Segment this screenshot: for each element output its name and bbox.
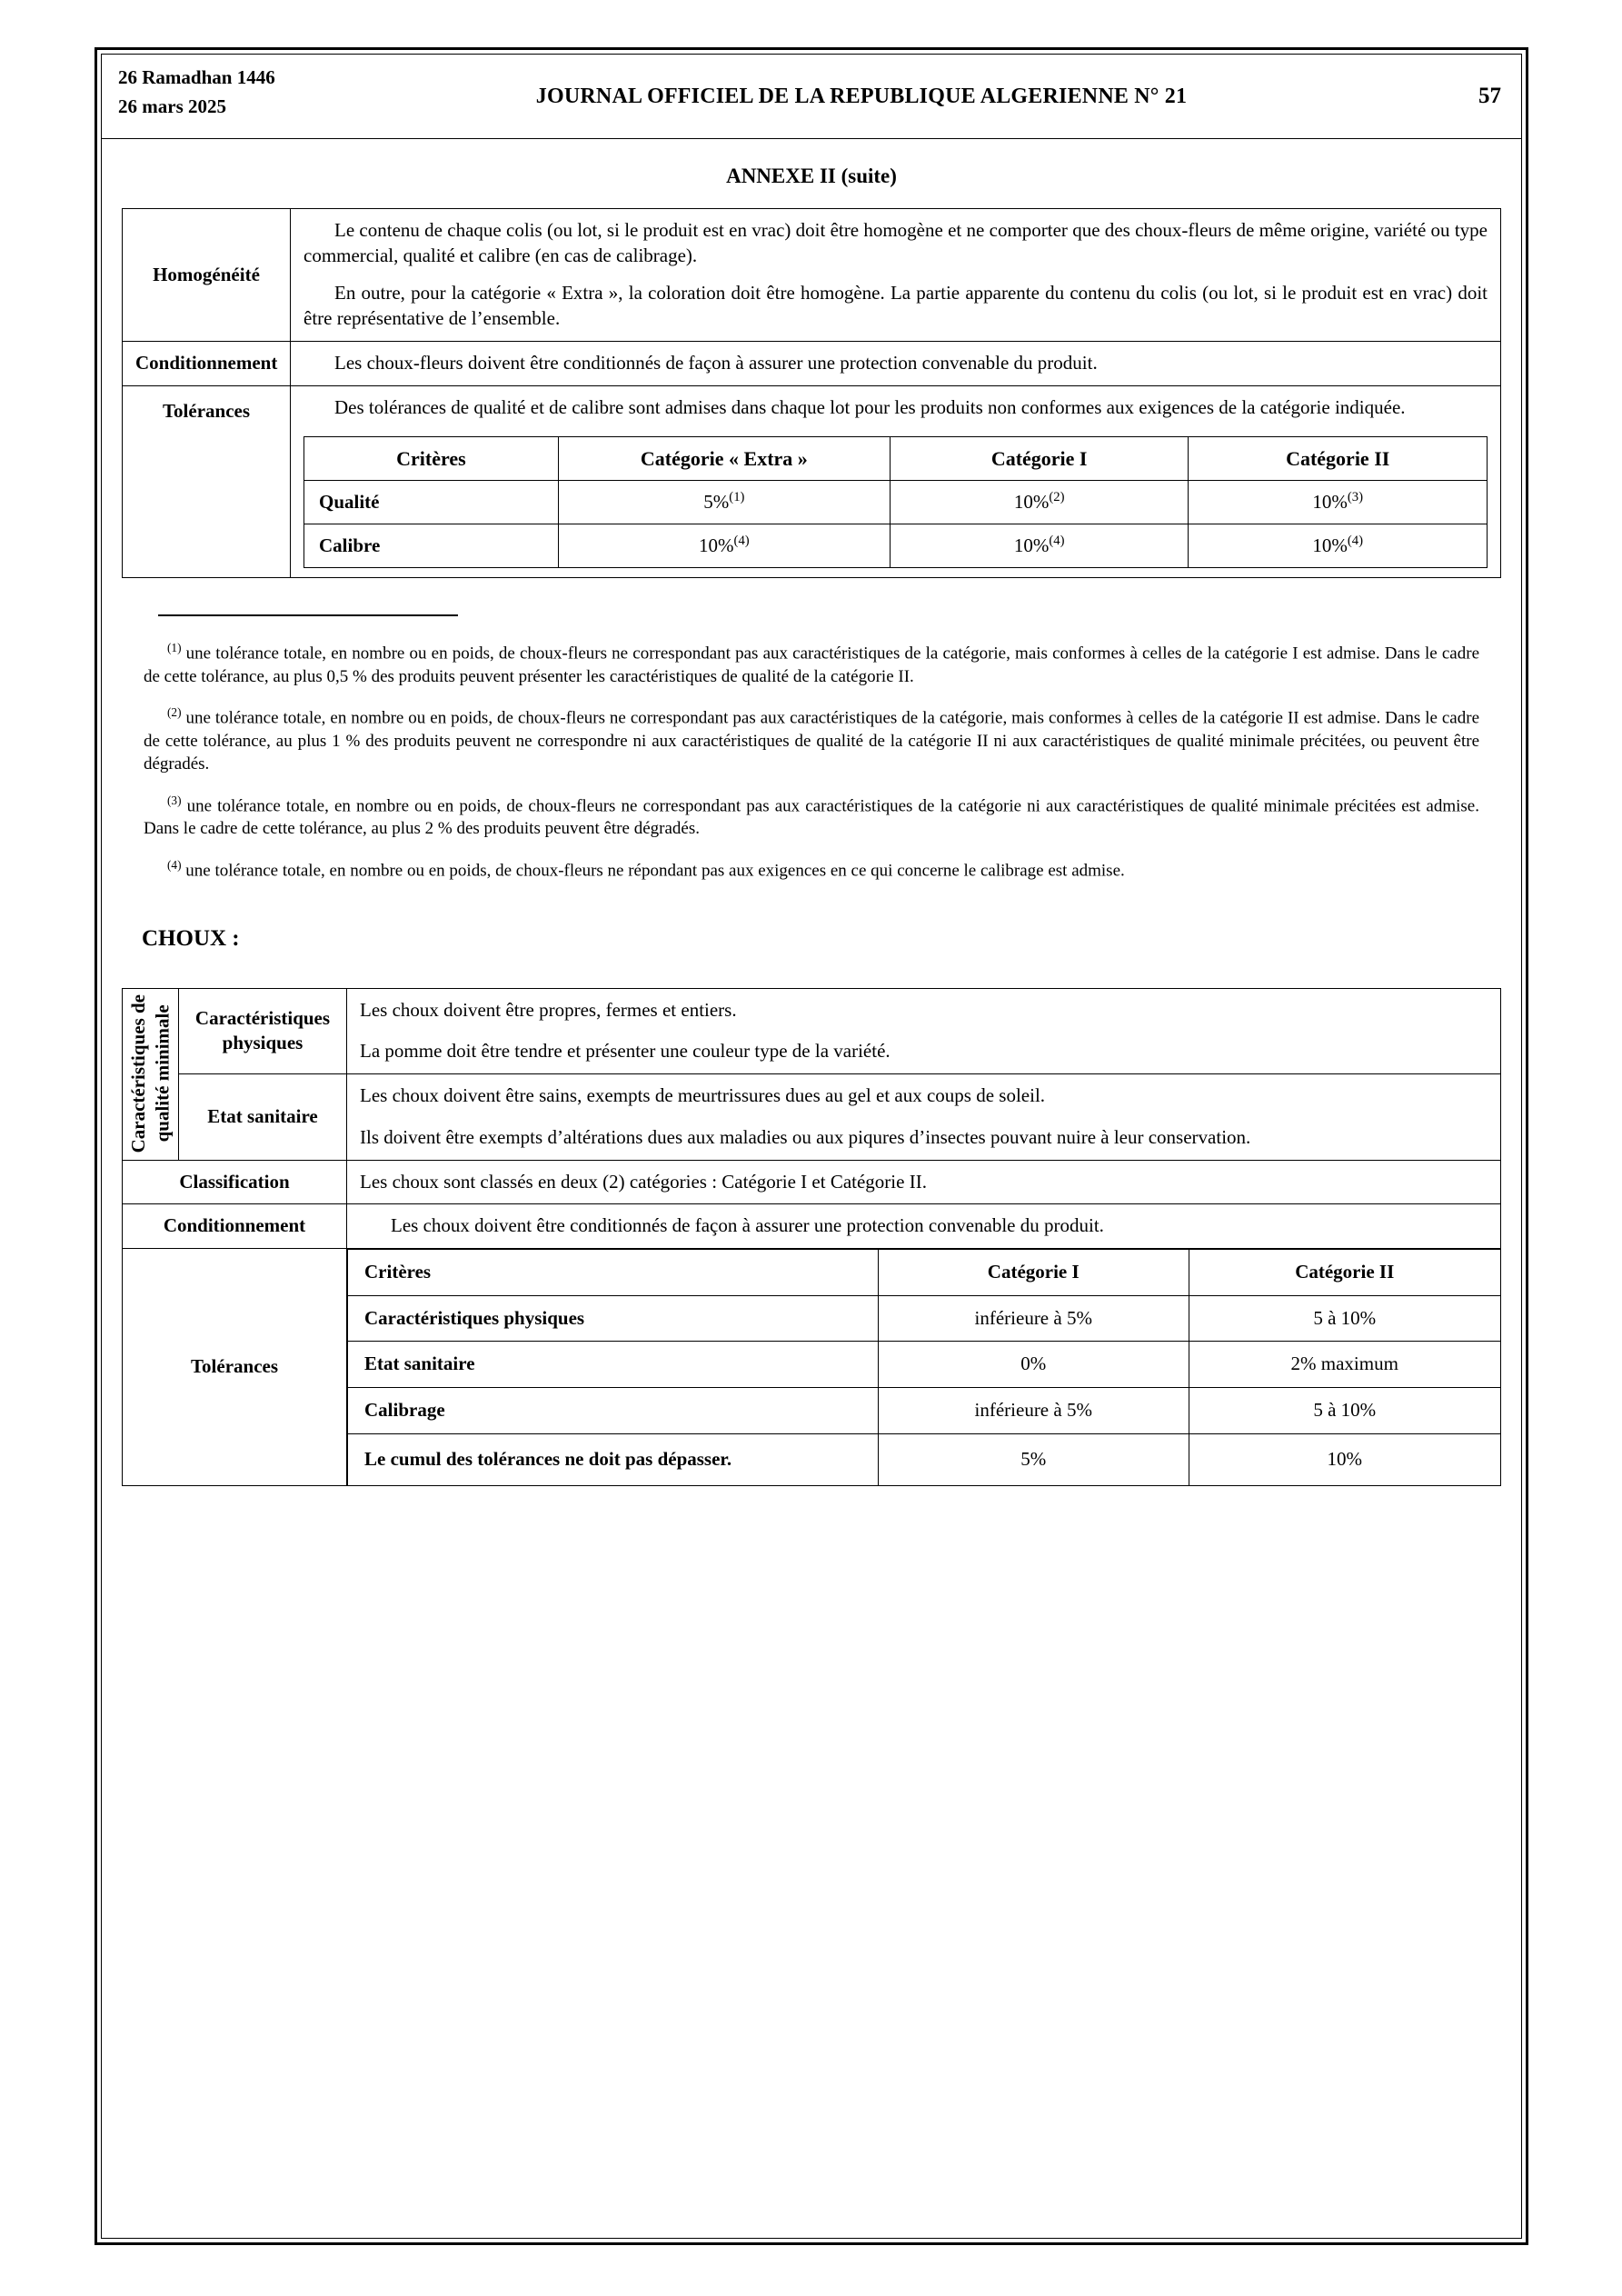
footnote-4 bbox=[144, 857, 1479, 883]
row-content-classification bbox=[347, 1160, 1501, 1204]
value: 10% bbox=[1312, 534, 1348, 557]
value: 10% bbox=[699, 534, 734, 557]
row-label-tolerances-choux: Tolérances bbox=[123, 1249, 347, 1486]
cell-cat1: inférieure à 5% bbox=[878, 1388, 1189, 1434]
table-row bbox=[123, 1160, 1501, 1204]
th-criteres: Critères bbox=[348, 1250, 879, 1296]
row-content-caracteristiques-physiques bbox=[347, 988, 1501, 1073]
row-content-homogeneite bbox=[291, 209, 1501, 342]
row-content-conditionnement-choux bbox=[347, 1204, 1501, 1249]
paragraph: Le contenu de chaque colis (ou lot, si le produit est en vrac) doit être homogène et ne comporter que des choux-fleurs de même origine, variété ou type commercial, qualité et calibre (en cas de calibrage). bbox=[304, 219, 1488, 266]
table-choux-fleurs bbox=[122, 208, 1501, 578]
table-row bbox=[123, 1074, 1501, 1160]
paragraph: Ils doivent être exempts d’altérations dues aux maladies ou aux piqures d’insectes pouvant nuire à leur conservation. bbox=[360, 1125, 1251, 1148]
cell-cat1 bbox=[890, 481, 1189, 524]
tolerance-header-row bbox=[348, 1250, 1501, 1296]
cell-cat2: 2% maximum bbox=[1189, 1342, 1500, 1388]
paragraph: Les choux doivent être conditionnés de façon à assurer une protection convenable du produit. bbox=[391, 1214, 1104, 1237]
cell-cat1: 0% bbox=[878, 1342, 1189, 1388]
tolerance-row bbox=[348, 1388, 1501, 1434]
document-page bbox=[95, 47, 1528, 2245]
th-criteres: Critères bbox=[304, 437, 559, 481]
footnote-ref: (4) bbox=[733, 534, 750, 549]
footnote-separator bbox=[158, 614, 458, 616]
th-categorie-i: Catégorie I bbox=[890, 437, 1189, 481]
footnote-text: une tolérance totale, en nombre ou en poids, de choux-fleurs ne correspondant pas aux caractéristiques de la catégorie, mais conformes à celles de la catégorie II est admise. Dans le cadre de cette tolérance, au plus 1 % des produits peuvent ne correspondre ni aux caractéristiques de qualité de la catégorie II ni aux caractéristiques de qualité minimale précitées, ou peuvent être dégradés. bbox=[144, 708, 1479, 774]
row-label-conditionnement: Conditionnement bbox=[123, 341, 291, 385]
row-content-conditionnement bbox=[291, 341, 1501, 385]
cell-criterion: Etat sanitaire bbox=[348, 1342, 879, 1388]
vertical-label-qualite-minimale bbox=[123, 988, 179, 1160]
footnote-3 bbox=[144, 793, 1479, 841]
footnote-ref: (4) bbox=[1347, 534, 1364, 549]
cell-cat1 bbox=[890, 524, 1189, 568]
paragraph: Les choux-fleurs doivent être conditionnés de façon à assurer une protection convenable du produit. bbox=[334, 351, 1098, 374]
cell-cat2 bbox=[1189, 524, 1488, 568]
cell-cat2: 5 à 10% bbox=[1189, 1388, 1500, 1434]
th-categorie-ii: Catégorie II bbox=[1189, 437, 1488, 481]
table-row bbox=[123, 385, 1501, 577]
page-content bbox=[102, 165, 1521, 1486]
tolerance-table-choux bbox=[347, 1249, 1501, 1486]
cell-criterion: Qualité bbox=[304, 481, 559, 524]
table-row bbox=[123, 341, 1501, 385]
paragraph: La pomme doit être tendre et présenter une couleur type de la variété. bbox=[360, 1040, 891, 1063]
footnote-text: une tolérance totale, en nombre ou en poids, de choux-fleurs ne correspondant pas aux caractéristiques de la catégorie, mais conformes à celles de la catégorie I est admise. Dans le cadre de cette tolérance, au plus 0,5 % des produits peuvent présenter les caractéristiques de qualité de la catégorie II. bbox=[144, 644, 1479, 686]
table-choux bbox=[122, 988, 1501, 1486]
footnote-marker: (1) bbox=[167, 640, 182, 654]
th-categorie-i: Catégorie I bbox=[878, 1250, 1189, 1296]
table-choux-wrapper bbox=[122, 988, 1501, 1486]
footnotes bbox=[122, 640, 1501, 883]
paragraph: Des tolérances de qualité et de calibre sont admises dans chaque lot pour les produits non conformes aux exigences de la catégorie indiquée. bbox=[334, 395, 1406, 418]
row-label-tolerances: Tolérances bbox=[123, 385, 291, 577]
cell-cat2: 10% bbox=[1189, 1433, 1500, 1485]
value: 5% bbox=[703, 491, 730, 514]
header-dates bbox=[102, 55, 338, 138]
row-label-conditionnement-choux: Conditionnement bbox=[123, 1204, 347, 1249]
paragraph: Les choux doivent être propres, fermes et entiers. bbox=[360, 998, 737, 1021]
th-categorie-ii: Catégorie II bbox=[1189, 1250, 1500, 1296]
page-header bbox=[102, 55, 1521, 139]
tolerance-row bbox=[348, 1342, 1501, 1388]
cell-extra bbox=[558, 481, 890, 524]
footnote-marker: (3) bbox=[167, 793, 182, 807]
cell-criterion: Calibre bbox=[304, 524, 559, 568]
cell-cat1: inférieure à 5% bbox=[878, 1295, 1189, 1342]
footnote-text: une tolérance totale, en nombre ou en poids, de choux-fleurs ne correspondant pas aux caractéristiques de la catégorie ni aux caractéristiques de qualité minimale précitées est admise. Dans le cadre de cette tolérance, au plus 2 % des produits peuvent être dégradés. bbox=[144, 796, 1479, 839]
paragraph: Les choux doivent être sains, exempts de meurtrissures dues au gel et aux coups de soleil. bbox=[360, 1084, 1046, 1107]
footnote-ref: (1) bbox=[729, 490, 745, 505]
table-row bbox=[123, 1249, 1501, 1486]
footnote-text: une tolérance totale, en nombre ou en poids, de choux-fleurs ne répondant pas aux exigences en ce qui concerne le calibrage est admise. bbox=[181, 861, 1125, 881]
header-date-gregorian: 26 mars 2025 bbox=[118, 95, 226, 117]
table-row bbox=[123, 209, 1501, 342]
footnote-ref: (4) bbox=[1049, 534, 1065, 549]
tolerance-row bbox=[348, 1433, 1501, 1485]
row-label-caracteristiques-physiques bbox=[179, 988, 347, 1073]
cell-criterion: Calibrage bbox=[348, 1388, 879, 1434]
footnote-marker: (2) bbox=[167, 705, 182, 720]
tolerance-table-choux-fleurs bbox=[304, 436, 1488, 567]
value: 10% bbox=[1013, 534, 1050, 557]
footnote-ref: (2) bbox=[1049, 490, 1065, 505]
row-label-etat-sanitaire: Etat sanitaire bbox=[179, 1074, 347, 1160]
cell-criterion: Caractéristiques physiques bbox=[348, 1295, 879, 1342]
table-row bbox=[123, 988, 1501, 1073]
footnote-marker: (4) bbox=[167, 857, 182, 872]
vertical-label-text: Caractéristiques de qualité minimale bbox=[127, 994, 174, 1153]
cell-criterion: Le cumul des tolérances ne doit pas dépasser. bbox=[348, 1433, 879, 1485]
row-content-tolerances bbox=[291, 385, 1501, 577]
row-label-classification: Classification bbox=[123, 1160, 347, 1204]
th-categorie-extra: Catégorie « Extra » bbox=[558, 437, 890, 481]
page-inner-border bbox=[101, 54, 1522, 2239]
label-text: Caractéristiques physiques bbox=[194, 1006, 331, 1054]
value: 10% bbox=[1312, 491, 1348, 514]
row-label-homogeneite: Homogénéité bbox=[123, 209, 291, 342]
footnote-ref: (3) bbox=[1347, 490, 1364, 505]
table-row bbox=[123, 1204, 1501, 1249]
footnote-1 bbox=[144, 640, 1479, 688]
footnote-2 bbox=[144, 704, 1479, 776]
tolerance-header-row bbox=[304, 437, 1488, 481]
paragraph: En outre, pour la catégorie « Extra », la coloration doit être homogène. La partie apparente du contenu du colis (ou lot, si le produit est en vrac) doit être représentative de l’ensemble. bbox=[304, 282, 1488, 330]
section-title-choux: CHOUX : bbox=[142, 925, 240, 951]
cell-cat2: 5 à 10% bbox=[1189, 1295, 1500, 1342]
tolerance-row-qualite bbox=[304, 481, 1488, 524]
cell-cat2 bbox=[1189, 481, 1488, 524]
tolerance-row bbox=[348, 1295, 1501, 1342]
row-content-etat-sanitaire bbox=[347, 1074, 1501, 1160]
paragraph: Les choux sont classés en deux (2) catégories : Catégorie I et Catégorie II. bbox=[360, 1170, 927, 1193]
cell-extra bbox=[558, 524, 890, 568]
value: 10% bbox=[1013, 491, 1050, 514]
row-content-tolerances-choux bbox=[347, 1249, 1501, 1486]
header-date-hijri: 26 Ramadhan 1446 bbox=[118, 66, 275, 88]
tolerance-row-calibre bbox=[304, 524, 1488, 568]
cell-cat1: 5% bbox=[878, 1433, 1189, 1485]
header-page-number: 57 bbox=[1478, 84, 1501, 108]
annexe-title: ANNEXE II (suite) bbox=[726, 165, 897, 187]
header-title: JOURNAL OFFICIEL DE LA REPUBLIQUE ALGERIENNE N° 21 bbox=[535, 84, 1188, 108]
